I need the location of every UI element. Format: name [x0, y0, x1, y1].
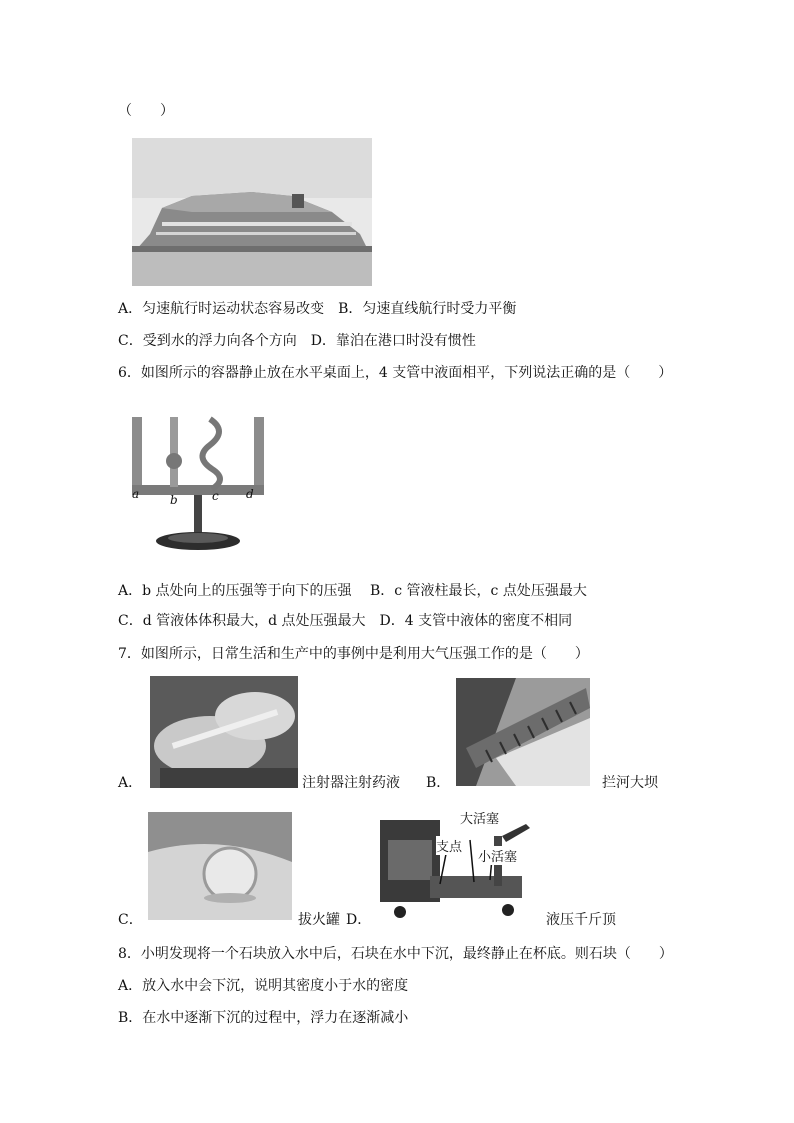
cruise-ship-photo	[132, 138, 372, 286]
q7-stem: 7．如图所示，日常生活和生产中的事例中是利用大气压强工作的是（ ）	[118, 646, 589, 662]
q7-option-b-letter: B．	[426, 775, 451, 791]
q8-option-a: A．放入水中会下沉，说明其密度小于水的密度	[118, 978, 409, 994]
jack-label-small-piston: 小活塞	[478, 846, 517, 865]
jack-label-fulcrum: 支点	[436, 836, 462, 855]
jack-label-large-piston: 大活塞	[460, 808, 499, 827]
q6-options-ab: A．b 点处向上的压强等于向下的压强 B．c 管液柱最长，c 点处压强最大	[118, 583, 587, 599]
q7-option-b-caption: 拦河大坝	[602, 775, 658, 791]
connected-vessel-figure	[124, 405, 269, 563]
q7-option-c-caption: 拔火罐	[298, 912, 340, 928]
q5-answer-paren: （ ）	[118, 103, 174, 119]
fire-cupping-photo	[148, 812, 292, 920]
q8-stem: 8．小明发现将一个石块放入水中后，石块在水中下沉，最终静止在杯底。则石块（ ）	[118, 946, 673, 962]
q7-option-a-letter: A．	[118, 775, 143, 791]
point-label-a: a	[132, 487, 140, 501]
q8-option-b: B．在水中逐渐下沉的过程中，浮力在逐渐减小	[118, 1010, 409, 1026]
q6-stem: 6．如图所示的容器静止放在水平桌面上，4 支管中液面相平，下列说法正确的是（ ）	[118, 365, 673, 381]
syringe-injection-photo	[150, 676, 298, 788]
q5-options-ab: A．匀速航行时运动状态容易改变 B．匀速直线航行时受力平衡	[118, 301, 517, 317]
q7-option-d-letter: D．	[346, 912, 372, 928]
q6-options-cd: C．d 管液体体积最大，d 点处压强最大 D．4 支管中液体的密度不相同	[118, 613, 573, 629]
point-label-c: c	[212, 489, 219, 503]
q7-option-d-caption: 液压千斤顶	[546, 912, 616, 928]
q7-option-c-letter: C．	[118, 912, 143, 928]
point-label-b: b	[170, 493, 178, 507]
q5-options-cd: C．受到水的浮力向各个方向 D．靠泊在港口时没有惯性	[118, 333, 476, 349]
q7-option-a-caption: 注射器注射药液	[302, 775, 400, 791]
point-label-d: d	[246, 487, 254, 501]
hydraulic-jack-photo	[374, 806, 544, 922]
river-dam-photo	[456, 678, 590, 786]
